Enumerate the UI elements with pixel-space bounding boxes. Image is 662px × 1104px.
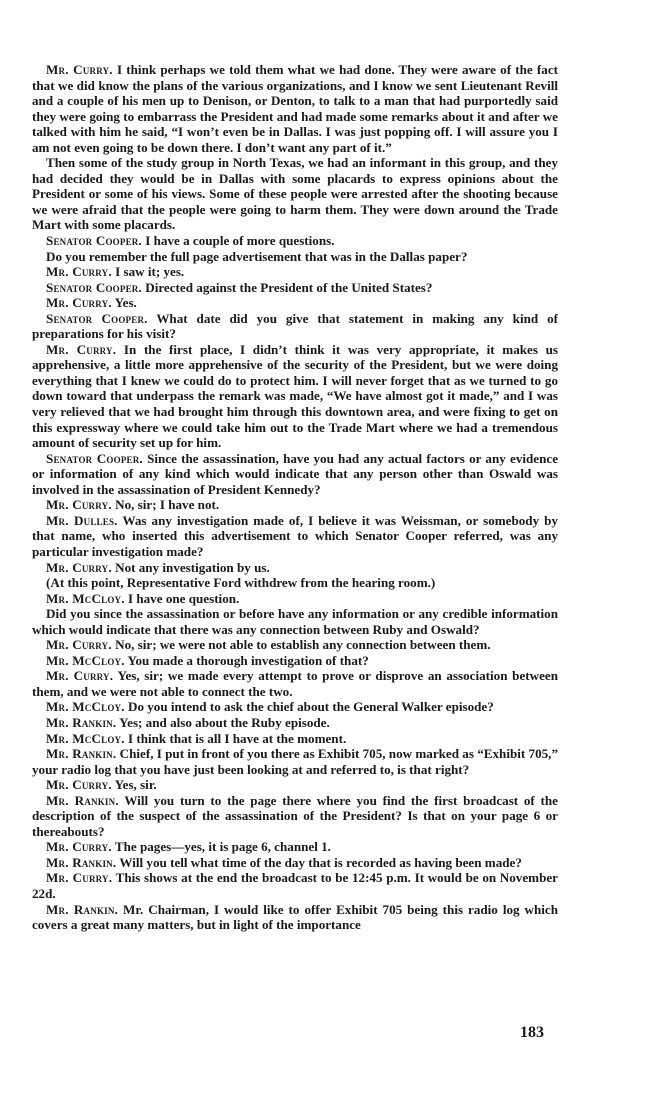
paragraph-text: Do you intend to ask the chief about the General Walker episode?: [127, 699, 494, 715]
speaker-name: Mr. Rankin.: [46, 714, 117, 730]
paragraph: [32, 575, 558, 591]
paragraph: [32, 637, 558, 653]
paragraph-text: Yes, sir.: [114, 777, 157, 793]
speaker-name: Senator Cooper.: [46, 233, 142, 249]
speaker-name: Mr. McCloy.: [46, 590, 125, 606]
speaker-name: Mr. Rankin.: [46, 901, 119, 917]
paragraph-text: I have one question.: [127, 590, 240, 606]
paragraph: [32, 731, 558, 747]
paragraph-text: I have a couple of more questions.: [145, 233, 335, 249]
transcript-body: [32, 62, 558, 933]
paragraph-text: I think perhaps we told them what we had done. They were aware of the fact that we did know the plans of the various organizations, and I know we sent Lieutenant Revill and a couple of his men up to Denison, or Denton, to talk to a man that had purportedly said they were going to embarrass the President and had made some remarks about it and after we talked with him he said, “I won’t even be in Dallas. I was just popping off. I will assure you I am not even going to be down there. I don’t want any part of it.”: [32, 62, 559, 155]
speaker-name: Mr. Curry.: [46, 870, 113, 886]
speaker-name: Mr. McCloy.: [46, 652, 125, 668]
speaker-name: Mr. McCloy.: [46, 699, 125, 715]
paragraph: [32, 606, 558, 637]
paragraph: [32, 560, 558, 576]
paragraph-text: No, sir; I have not.: [115, 497, 220, 513]
paragraph-text: Will you turn to the page there where you find the first broadcast of the description of the suspect of the assassination of the President? Is that on your page 6 or thereabouts?: [32, 792, 558, 839]
paragraph-text: Yes; and also about the Ruby episode.: [119, 714, 330, 730]
speaker-name: Senator Cooper.: [46, 279, 142, 295]
paragraph-text: Yes.: [114, 295, 137, 311]
speaker-name: Mr. Curry.: [46, 341, 117, 357]
speaker-name: Mr. Curry.: [46, 62, 113, 77]
paragraph: [32, 902, 558, 933]
paragraph: [32, 497, 558, 513]
paragraph: [32, 839, 558, 855]
paragraph: [32, 653, 558, 669]
paragraph: [32, 855, 558, 871]
paragraph: [32, 513, 558, 560]
speaker-name: Mr. Curry.: [46, 637, 112, 653]
paragraph: [32, 295, 558, 311]
paragraph: [32, 311, 558, 342]
paragraph: [32, 777, 558, 793]
paragraph-text: Since the assassination, have you had any actual factors or any evidence or information of any kind which would indicate that any person other than Oswald was involved in the assassination of President Kennedy?: [32, 450, 559, 497]
speaker-name: Mr. Curry.: [46, 497, 112, 513]
paragraph-text: In the first place, I didn’t think it was very appropriate, it makes us apprehensive, a little more apprehensive of the security of the President, but we were doing everything that I knew we could do to protect him. I will never forget that as we turned to go down toward that underpass the remark was made, “We have almost got it made,” and I was very relieved that we had brought him through this downtown area, and were fixing to get on this expressway where we could take him out to the Trade Mart where we had a tremendous amount of security set up for him.: [32, 341, 558, 451]
paragraph-text: The pages—yes, it is page 6, channel 1.: [114, 839, 331, 855]
paragraph-text: I think that is all I have at the moment.: [127, 730, 347, 746]
paragraph-text: I saw it; yes.: [115, 264, 185, 280]
speaker-name: Mr. Rankin.: [46, 792, 119, 808]
speaker-name: Mr. Curry.: [46, 839, 112, 855]
paragraph: [32, 870, 558, 901]
paragraph-text: You made a thorough investigation of that?: [127, 652, 369, 668]
speaker-name: Mr. Curry.: [46, 295, 112, 311]
speaker-name: Mr. Dulles.: [46, 512, 118, 528]
paragraph-text: Did you since the assassination or before have any information or any credible information which would indicate that there was any connection between Ruby and Oswald?: [32, 606, 558, 637]
speaker-name: Mr. Curry.: [46, 777, 112, 793]
paragraph: [32, 668, 558, 699]
paragraph: [32, 155, 558, 233]
paragraph-text: Do you remember the full page advertisement that was in the Dallas paper?: [46, 248, 468, 264]
paragraph-text: Will you tell what time of the day that is recorded as having been made?: [119, 854, 522, 870]
page-number: 183: [520, 1024, 544, 1041]
speaker-name: Senator Cooper.: [46, 450, 143, 466]
paragraph: [32, 62, 558, 155]
paragraph-text: Yes, sir; we made every attempt to prove or disprove an association between them, and we were not able to connect the two.: [32, 668, 558, 699]
paragraph-text: Then some of the study group in North Texas, we had an informant in this group, and they had decided they would be in Dallas with some placards to express opinions about the President or some of his views. Some of these people were arrested after the shooting because we were afraid that the people were going to harm them. They were down around the Trade Mart with some placards.: [32, 155, 558, 233]
paragraph-text: Not any investigation by us.: [115, 559, 270, 575]
speaker-name: Mr. Curry.: [46, 264, 112, 280]
paragraph: [32, 591, 558, 607]
paragraph: [32, 264, 558, 280]
paragraph: [32, 793, 558, 840]
paragraph-text: No, sir; we were not able to establish any connection between them.: [115, 637, 491, 653]
paragraph: [32, 746, 558, 777]
paragraph-text: What date did you give that statement in making any kind of preparations for his visit?: [32, 310, 558, 342]
paragraph: [32, 233, 558, 249]
speaker-name: Mr. Rankin.: [46, 854, 117, 870]
speaker-name: Mr. Curry.: [46, 668, 114, 684]
paragraph: [32, 715, 558, 731]
paragraph: [32, 249, 558, 265]
paragraph-text: Directed against the President of the United States?: [145, 279, 433, 295]
paragraph-text: (At this point, Representative Ford withdrew from the hearing room.): [46, 575, 436, 591]
speaker-name: Mr. Rankin.: [46, 746, 117, 762]
paragraph: [32, 342, 558, 451]
speaker-name: Senator Cooper.: [46, 310, 148, 326]
paragraph: [32, 451, 558, 498]
paragraph-text: This shows at the end the broadcast to be 12:45 p.m. It would be on November 22d.: [32, 870, 558, 901]
paragraph: [32, 699, 558, 715]
paragraph: [32, 280, 558, 296]
speaker-name: Mr. McCloy.: [46, 730, 125, 746]
paragraph-text: Chief, I put in front of you there as Exhibit 705, now marked as “Exhibit 705,” your radio log that you have just been looking at and referred to, is that right?: [32, 746, 558, 777]
paragraph-text: Mr. Chairman, I would like to offer Exhibit 705 being this radio log which covers a great many matters, but in light of the importance: [32, 901, 559, 933]
paragraph-text: Was any investigation made of, I believe it was Weissman, or somebody by that name, who inserted this advertisement to which Senator Cooper referred, was any particular investigation made?: [32, 512, 558, 559]
speaker-name: Mr. Curry.: [46, 559, 112, 575]
